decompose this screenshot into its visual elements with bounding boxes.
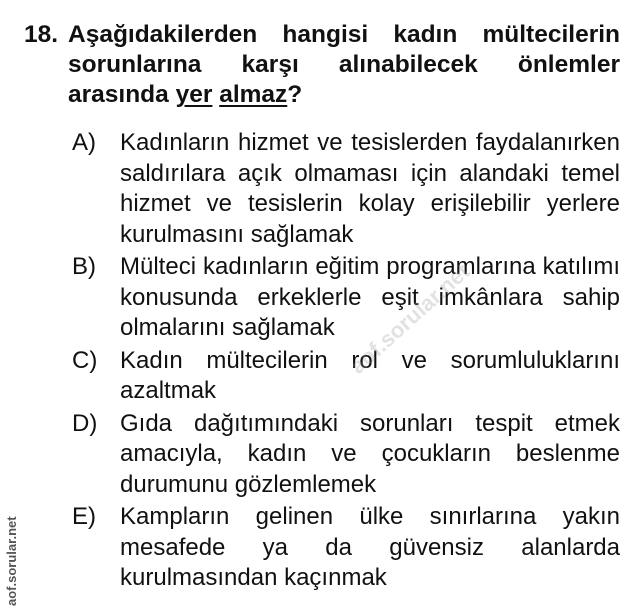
option-text: Kadın mültecilerin rol ve sorumluluklarını azaltmak: [120, 346, 620, 404]
option-letter: E): [72, 503, 96, 530]
option-letter: C): [72, 346, 98, 374]
option-letter: B): [72, 253, 96, 280]
option-text: Mülteci kadınların eğitim programlarına katılımı konusunda erkeklerle eşit imkânlara sahip olmalarını sağlamak: [120, 253, 620, 341]
option-a[interactable]: [72, 128, 620, 250]
watermark-side: aof.sorular.net: [4, 516, 19, 606]
question-text: [68, 20, 620, 110]
question-emphasis-yer: yer: [175, 81, 213, 108]
option-d[interactable]: [72, 409, 620, 501]
option-letter: D): [72, 409, 98, 437]
option-letter: A): [72, 129, 96, 156]
option-b[interactable]: [72, 252, 620, 344]
option-e[interactable]: [72, 502, 620, 594]
question-text-main: Aşağıdakilerden hangisi kadın mültecilerin sorunlarına karşı alınabilecek önlemler arasında: [68, 21, 620, 108]
option-text: Gıda dağıtımındaki sorunları tespit etmek amacıyla, kadın ve çocukların beslenme durumunu gözlemlemek: [120, 409, 620, 498]
question-stem: [24, 20, 620, 110]
question-mark: ?: [287, 81, 303, 108]
answer-options: [72, 128, 620, 596]
question-number: 18.: [24, 21, 59, 48]
option-text: Kampların gelinen ülke sınırlarına yakın mesafede ya da güvensiz alanlarda kurulmasından kaçınmak: [120, 503, 620, 591]
option-text: Kadınların hizmet ve tesislerden faydalanırken saldırılara açık olmaması için alandaki temel hizmet ve tesislerin kolay erişilebilir yerlere kurulmasını sağlamak: [120, 129, 620, 248]
question-block: [24, 20, 620, 110]
watermark-center: aof.sorular.net: [345, 258, 475, 379]
option-c[interactable]: [72, 346, 620, 407]
question-emphasis-almaz: almaz: [219, 81, 288, 108]
